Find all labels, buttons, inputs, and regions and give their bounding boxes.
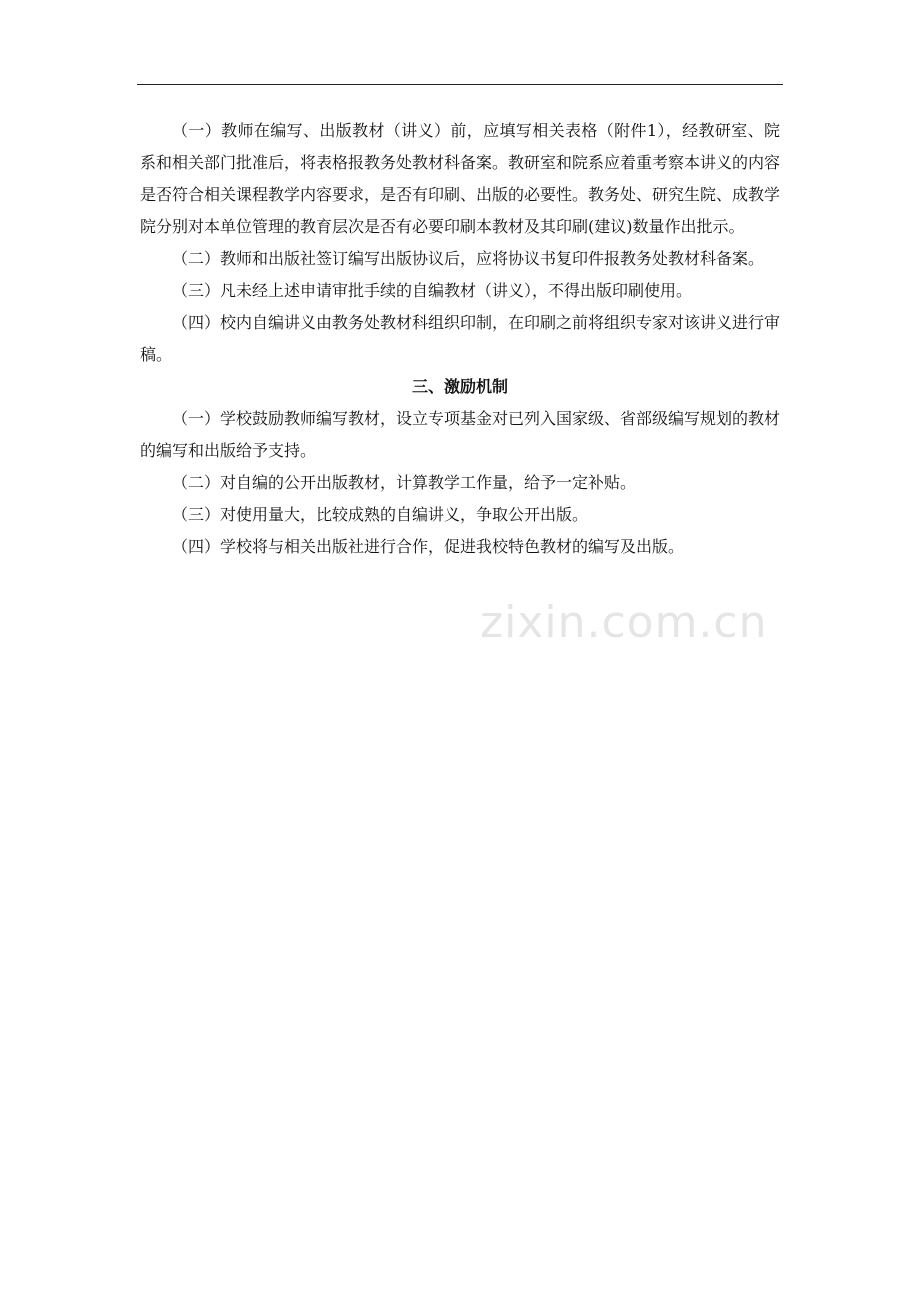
paragraph-1: （一）教师在编写、出版教材（讲义）前，应填写相关表格（附件1），经教研室、院系和相关部门批准后，将表格报教务处教材科备案。教研室和院系应着重考察本讲义的内容是否符合相关课程教学内容要求，是否有印刷、出版的必要性。教务处、研究生院、成教学院分别对本单位管理的教育层次是否有必要印刷本教材及其印刷(建议)数量作出批示。 — [140, 121, 781, 236]
paragraph-6: （二）对自编的公开出版教材，计算教学工作量，给予一定补贴。 — [172, 473, 637, 492]
paragraph-3: （三）凡未经上述申请审批手续的自编教材（讲义），不得出版印刷使用。 — [172, 281, 693, 300]
paragraph-4: （四）校内自编讲义由教务处教材科组织印制，在印刷之前将组织专家对该讲义进行审稿。 — [140, 313, 781, 364]
paragraph-7: （三）对使用量大，比较成熟的自编讲义，争取公开出版。 — [172, 505, 589, 524]
paragraph-5: （一）学校鼓励教师编写教材，设立专项基金对已列入国家级、省部级编写规划的教材的编写和出版给予支持。 — [140, 409, 781, 460]
document-body — [140, 115, 780, 563]
header-rule — [137, 84, 783, 85]
paragraph-8: （四）学校将与相关出版社进行合作，促进我校特色教材的编写及出版。 — [172, 537, 685, 556]
watermark: zixin.com.cn — [480, 597, 768, 648]
paragraph-2: （二）教师和出版社签订编写出版协议后，应将协议书复印件报教务处教材科备案。 — [172, 249, 765, 268]
section-title: 三、激励机制 — [411, 377, 508, 396]
